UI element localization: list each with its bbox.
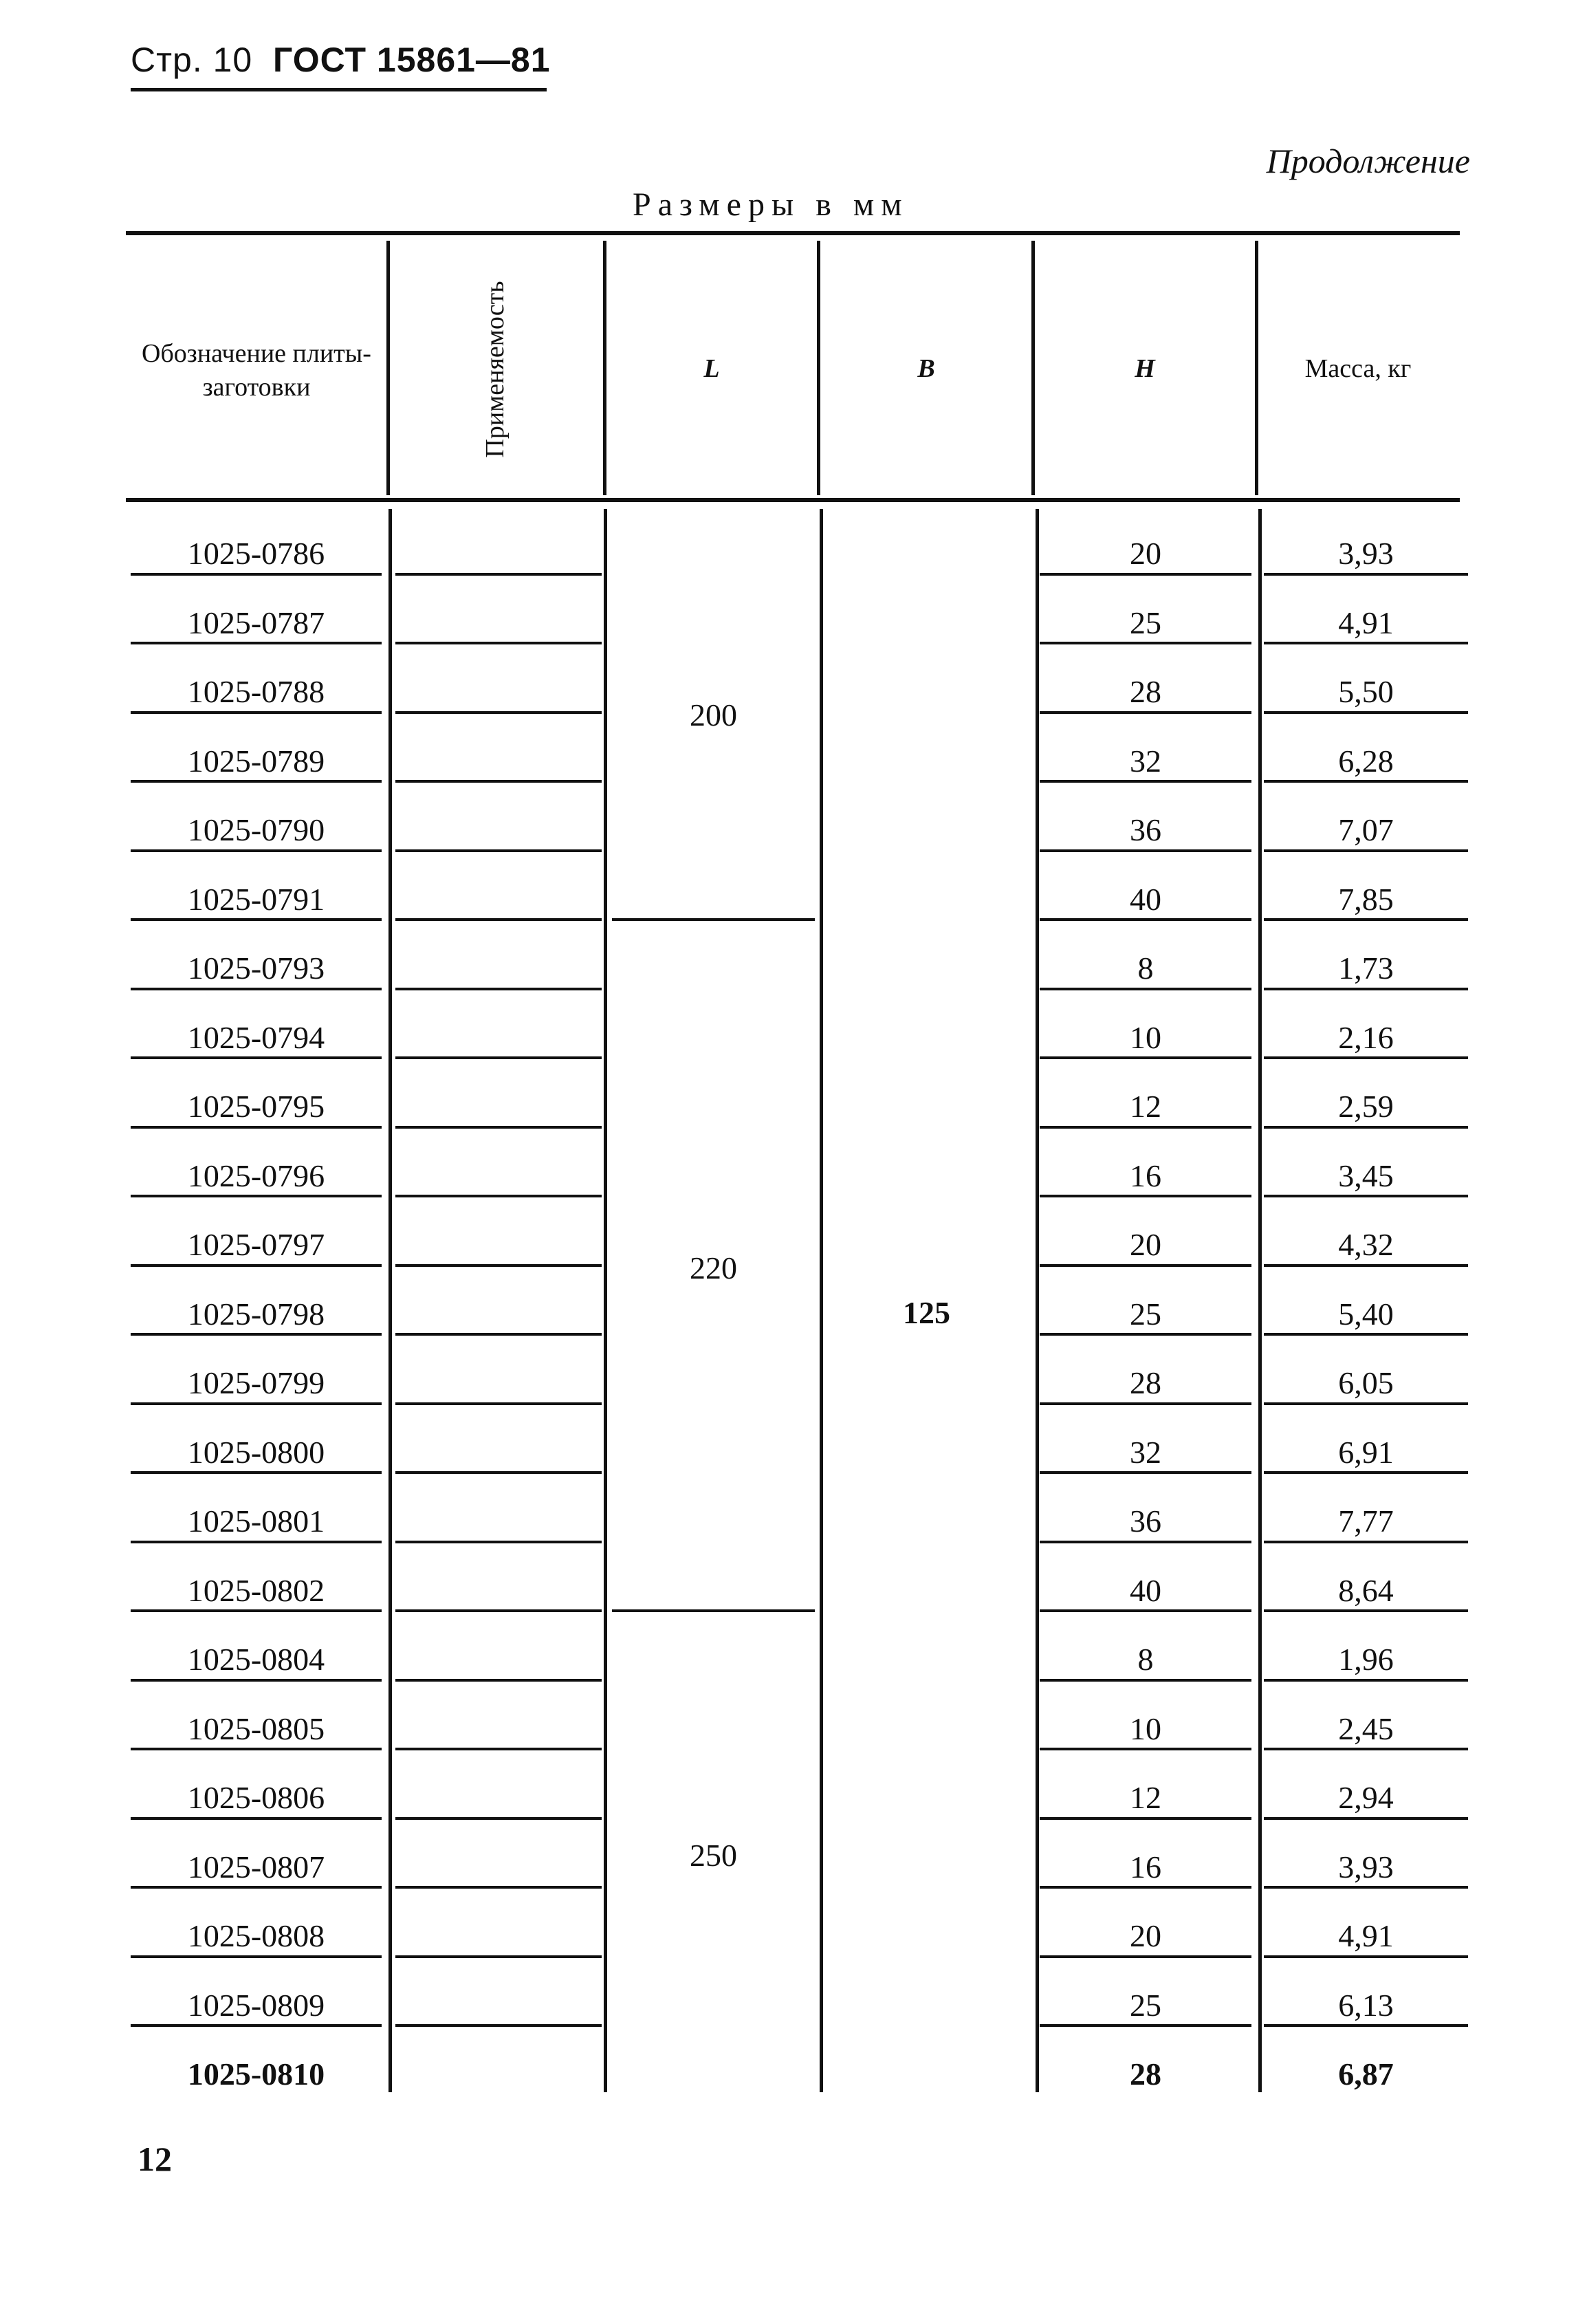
row-separator	[1040, 849, 1251, 852]
row-separator	[1264, 1333, 1468, 1336]
row-H: 32	[1130, 743, 1161, 779]
row-separator	[1040, 711, 1251, 714]
row-separator	[1264, 1471, 1468, 1474]
page-header	[131, 40, 551, 80]
col-header-L: L	[703, 354, 720, 383]
col-header-mass: Масса, кг	[1304, 354, 1412, 383]
col-header-applicability: Применяемость	[481, 281, 510, 458]
row-code: 1025-0795	[187, 1089, 325, 1124]
row-separator	[1040, 1195, 1251, 1197]
row-separator	[1264, 1886, 1468, 1889]
row-code: 1025-0790	[187, 812, 325, 847]
row-separator	[131, 1748, 382, 1750]
L-group-separator	[612, 918, 815, 921]
row-separator	[1040, 1886, 1251, 1889]
row-separator	[395, 1541, 602, 1543]
row-separator	[395, 1817, 602, 1820]
row-separator	[395, 1679, 602, 1682]
row-separator	[1264, 1126, 1468, 1129]
row-mass: 6,28	[1338, 743, 1394, 779]
row-H: 28	[1130, 1365, 1161, 1400]
row-separator	[395, 849, 602, 852]
header-rule	[131, 88, 547, 91]
row-H: 28	[1130, 674, 1161, 709]
row-separator	[1264, 1195, 1468, 1197]
row-mass: 4,91	[1338, 1918, 1394, 1953]
row-mass: 7,77	[1338, 1503, 1394, 1539]
row-mass: 8,64	[1338, 1572, 1394, 1608]
row-H: 36	[1130, 812, 1161, 847]
col-header-designation: Обозначение плиты-заготовки	[142, 339, 371, 402]
row-separator	[131, 1126, 382, 1129]
row-separator	[1040, 2024, 1251, 2027]
row-separator	[1040, 1126, 1251, 1129]
row-mass: 3,45	[1338, 1158, 1394, 1193]
row-separator	[1040, 780, 1251, 783]
page-label: Стр. 10	[131, 41, 253, 79]
row-separator	[1264, 780, 1468, 783]
row-H: 20	[1130, 536, 1161, 571]
row-H: 12	[1130, 1089, 1161, 1124]
row-separator	[131, 1817, 382, 1820]
row-mass: 3,93	[1338, 536, 1394, 571]
row-separator	[1040, 1748, 1251, 1750]
row-code: 1025-0805	[187, 1711, 325, 1746]
column-divider	[820, 509, 823, 2092]
row-separator	[395, 1195, 602, 1197]
row-separator	[131, 1609, 382, 1612]
row-code: 1025-0799	[187, 1365, 325, 1400]
row-H: 20	[1130, 1227, 1161, 1262]
row-code: 1025-0809	[187, 1987, 325, 2023]
row-separator	[1264, 1402, 1468, 1405]
row-separator	[395, 780, 602, 783]
row-separator	[395, 1471, 602, 1474]
row-separator	[131, 573, 382, 576]
row-H: 20	[1130, 1918, 1161, 1953]
row-mass: 4,32	[1338, 1227, 1394, 1262]
row-separator	[1040, 1056, 1251, 1059]
row-separator	[131, 2024, 382, 2027]
row-separator	[1264, 1679, 1468, 1682]
row-code: 1025-0791	[187, 881, 325, 917]
row-code: 1025-0810	[187, 2056, 325, 2092]
row-code: 1025-0793	[187, 951, 325, 986]
row-separator	[395, 1333, 602, 1336]
row-separator	[1040, 1679, 1251, 1682]
row-separator	[1040, 1609, 1251, 1612]
row-separator	[131, 1679, 382, 1682]
row-mass: 2,94	[1338, 1780, 1394, 1815]
row-separator	[1040, 1955, 1251, 1958]
row-separator	[1040, 1471, 1251, 1474]
row-separator	[395, 1886, 602, 1889]
row-H: 32	[1130, 1434, 1161, 1470]
row-separator	[1264, 849, 1468, 852]
row-code: 1025-0786	[187, 536, 325, 571]
row-H: 40	[1130, 1572, 1161, 1608]
row-separator	[1264, 918, 1468, 921]
row-separator	[395, 988, 602, 990]
column-divider	[388, 509, 392, 2092]
row-separator	[1264, 1748, 1468, 1750]
col-header-B: B	[917, 354, 935, 383]
continuation-label: Продолжение	[1266, 142, 1470, 180]
row-H: 12	[1130, 1780, 1161, 1815]
column-divider	[1258, 509, 1262, 2092]
standard-label: ГОСТ 15861—81	[273, 41, 551, 79]
col-header-H: H	[1135, 354, 1155, 383]
row-code: 1025-0798	[187, 1296, 325, 1332]
row-H: 10	[1130, 1711, 1161, 1746]
row-mass: 1,96	[1338, 1642, 1394, 1677]
row-H: 25	[1130, 1987, 1161, 2023]
row-separator	[131, 1195, 382, 1197]
row-separator	[131, 1402, 382, 1405]
row-separator	[131, 1471, 382, 1474]
row-code: 1025-0788	[187, 674, 325, 709]
row-mass: 2,45	[1338, 1711, 1394, 1746]
row-code: 1025-0800	[187, 1434, 325, 1470]
row-separator	[1264, 642, 1468, 644]
row-separator	[1040, 918, 1251, 921]
row-separator	[1040, 573, 1251, 576]
row-mass: 2,59	[1338, 1089, 1394, 1124]
row-separator	[131, 1264, 382, 1267]
row-code: 1025-0796	[187, 1158, 325, 1193]
row-code: 1025-0808	[187, 1918, 325, 1953]
row-separator	[1264, 573, 1468, 576]
page-number: 12	[138, 2140, 172, 2178]
row-separator	[131, 642, 382, 644]
row-mass: 5,40	[1338, 1296, 1394, 1332]
B-value: 125	[903, 1294, 950, 1330]
L-group-separator	[612, 1609, 815, 1612]
row-H: 36	[1130, 1503, 1161, 1539]
row-separator	[395, 1264, 602, 1267]
row-code: 1025-0801	[187, 1503, 325, 1539]
column-divider	[604, 509, 607, 2092]
row-separator	[395, 1402, 602, 1405]
row-separator	[1040, 642, 1251, 644]
row-code: 1025-0789	[187, 743, 325, 779]
row-mass: 6,05	[1338, 1365, 1394, 1400]
row-separator	[395, 1126, 602, 1129]
row-separator	[1040, 1333, 1251, 1336]
row-H: 40	[1130, 881, 1161, 917]
L-group-value: 220	[690, 1250, 737, 1285]
row-separator	[1264, 1955, 1468, 1958]
row-mass: 2,16	[1338, 1019, 1394, 1055]
row-separator	[395, 1056, 602, 1059]
row-separator	[1264, 2024, 1468, 2027]
row-H: 25	[1130, 1296, 1161, 1332]
row-H: 8	[1137, 1642, 1154, 1677]
row-mass: 1,73	[1338, 951, 1394, 986]
row-separator	[1040, 1402, 1251, 1405]
row-H: 16	[1130, 1849, 1161, 1885]
row-mass: 3,93	[1338, 1849, 1394, 1885]
row-mass: 7,85	[1338, 881, 1394, 917]
row-separator	[1264, 711, 1468, 714]
row-separator	[395, 573, 602, 576]
row-separator	[1264, 1264, 1468, 1267]
row-code: 1025-0802	[187, 1572, 325, 1608]
row-separator	[131, 1056, 382, 1059]
row-separator	[1040, 1541, 1251, 1543]
row-separator	[131, 1955, 382, 1958]
row-mass: 6,87	[1338, 2056, 1394, 2092]
row-separator	[131, 711, 382, 714]
units-label: Размеры в мм	[633, 186, 909, 223]
row-separator	[1264, 1056, 1468, 1059]
row-code: 1025-0806	[187, 1780, 325, 1815]
row-mass: 7,07	[1338, 812, 1394, 847]
row-mass: 6,91	[1338, 1434, 1394, 1470]
row-separator	[1264, 1817, 1468, 1820]
row-separator	[395, 1955, 602, 1958]
row-separator	[1040, 988, 1251, 990]
row-separator	[395, 1609, 602, 1612]
row-separator	[131, 988, 382, 990]
row-separator	[395, 918, 602, 921]
row-separator	[395, 711, 602, 714]
row-separator	[131, 1333, 382, 1336]
row-separator	[1264, 1609, 1468, 1612]
column-divider	[1036, 509, 1039, 2092]
row-separator	[131, 849, 382, 852]
row-code: 1025-0787	[187, 605, 325, 640]
row-H: 25	[1130, 605, 1161, 640]
row-code: 1025-0804	[187, 1642, 325, 1677]
L-group-value: 250	[690, 1837, 737, 1873]
row-separator	[1264, 988, 1468, 990]
row-separator	[395, 1748, 602, 1750]
row-code: 1025-0797	[187, 1227, 325, 1262]
row-code: 1025-0807	[187, 1849, 325, 1885]
row-H: 28	[1130, 2056, 1161, 2092]
table-header-rule	[126, 498, 1460, 502]
row-separator	[131, 1886, 382, 1889]
table-top-rule	[126, 231, 1460, 235]
L-group-value: 200	[690, 697, 737, 732]
row-separator	[131, 918, 382, 921]
row-separator	[395, 2024, 602, 2027]
row-H: 8	[1137, 951, 1154, 986]
row-H: 10	[1130, 1019, 1161, 1055]
row-separator	[1040, 1264, 1251, 1267]
row-separator	[395, 642, 602, 644]
row-code: 1025-0794	[187, 1019, 325, 1055]
row-separator	[1040, 1817, 1251, 1820]
row-separator	[1264, 1541, 1468, 1543]
row-mass: 5,50	[1338, 674, 1394, 709]
row-H: 16	[1130, 1158, 1161, 1193]
row-mass: 4,91	[1338, 605, 1394, 640]
row-separator	[131, 780, 382, 783]
row-mass: 6,13	[1338, 1987, 1394, 2023]
row-separator	[131, 1541, 382, 1543]
